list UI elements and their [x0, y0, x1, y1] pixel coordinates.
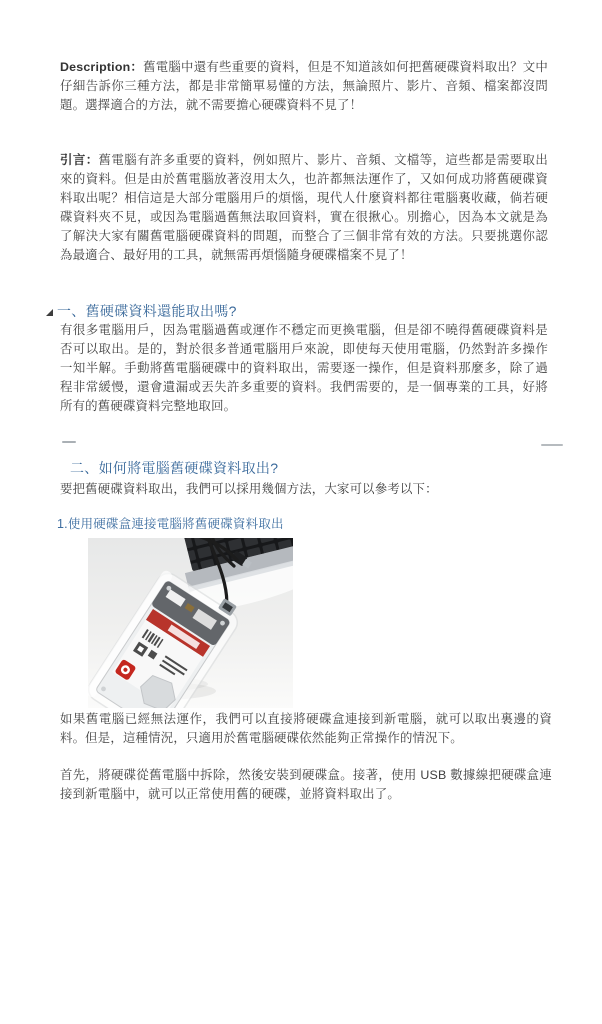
intro-paragraph: [60, 151, 548, 265]
description-paragraph: [60, 58, 548, 115]
intro-label: 引言：: [60, 153, 99, 167]
section2-heading: 二、如何將電腦舊硬碟資料取出?: [70, 460, 279, 476]
description-text: 舊電腦中還有些重要的資料，但是不知道該如何把舊硬碟資料取出？文中仔細告訴你三種方法，都是非常簡單易懂的方法，無論照片、影片、音頻、檔案都沒問題。選擇適合的方法，就不需要擔心硬碟資料不見了！: [60, 60, 549, 112]
description-label: Description：: [60, 60, 144, 74]
artifact-dash-left: [62, 441, 76, 443]
artifact-dash-right: [541, 444, 563, 446]
method1-title: 1.使用硬碟盒連接電腦將舊硬碟資料取出: [57, 517, 284, 531]
hdd-enclosure-laptop-photo: [88, 538, 293, 708]
intro-text: 舊電腦有許多重要的資料，例如照片、影片、音頻、文檔等，這些都是需要取出來的資料。但是由於舊電腦放著沒用太久，也許都無法運作了，又如何成功將舊硬碟資料取出呢？相信這是大部分電腦用戶的煩惱，現代人什麼資料都往電腦裏收藏，倘若硬碟資料夾不見，或因為電腦過舊無法取回資料，實在很揪心。別擔心，因為本文就是為了解決大家有關舊電腦硬碟資料的問題，而整合了三個非常有效的方法。只要挑選你認為最適合、最好用的工具，就無需再煩惱隨身硬碟檔案不見了！: [60, 153, 548, 262]
outline-collapse-icon[interactable]: [46, 309, 53, 316]
section2-intro-line: 要把舊硬碟資料取出，我們可以採用幾個方法，大家可以參考以下：: [60, 482, 438, 496]
method1-paragraph-1: 如果舊電腦已經無法運作，我們可以直接將硬碟盒連接到新電腦，就可以取出裏邊的資料。但是，這種情況，只適用於舊電腦硬碟依然能夠正常操作的情況下。: [60, 712, 552, 745]
method1-paragraph-2: 首先，將硬碟從舊電腦中拆除，然後安裝到硬碟盒。接著，使用 USB 數據線把硬碟盒連接到新電腦中，就可以正常使用舊的硬碟，並將資料取出了。: [60, 768, 552, 801]
section1-heading: 一、舊硬碟資料還能取出嗎?: [57, 303, 237, 319]
section1-body: 有很多電腦用戶，因為電腦過舊或運作不穩定而更換電腦，但是卻不曉得舊硬碟資料是否可以取出。是的，對於很多普通電腦用戶來說，即使每天使用電腦，仍然對許多操作一知半解。手動將舊電腦硬碟中的資料取出，需要逐一操作，但是資料那麼多，除了過程非常緩慢，還會遺漏或丟失許多重要的資料。我們需要的，是一個專業的工具，好將所有的舊硬碟資料完整地取回。: [60, 323, 548, 413]
